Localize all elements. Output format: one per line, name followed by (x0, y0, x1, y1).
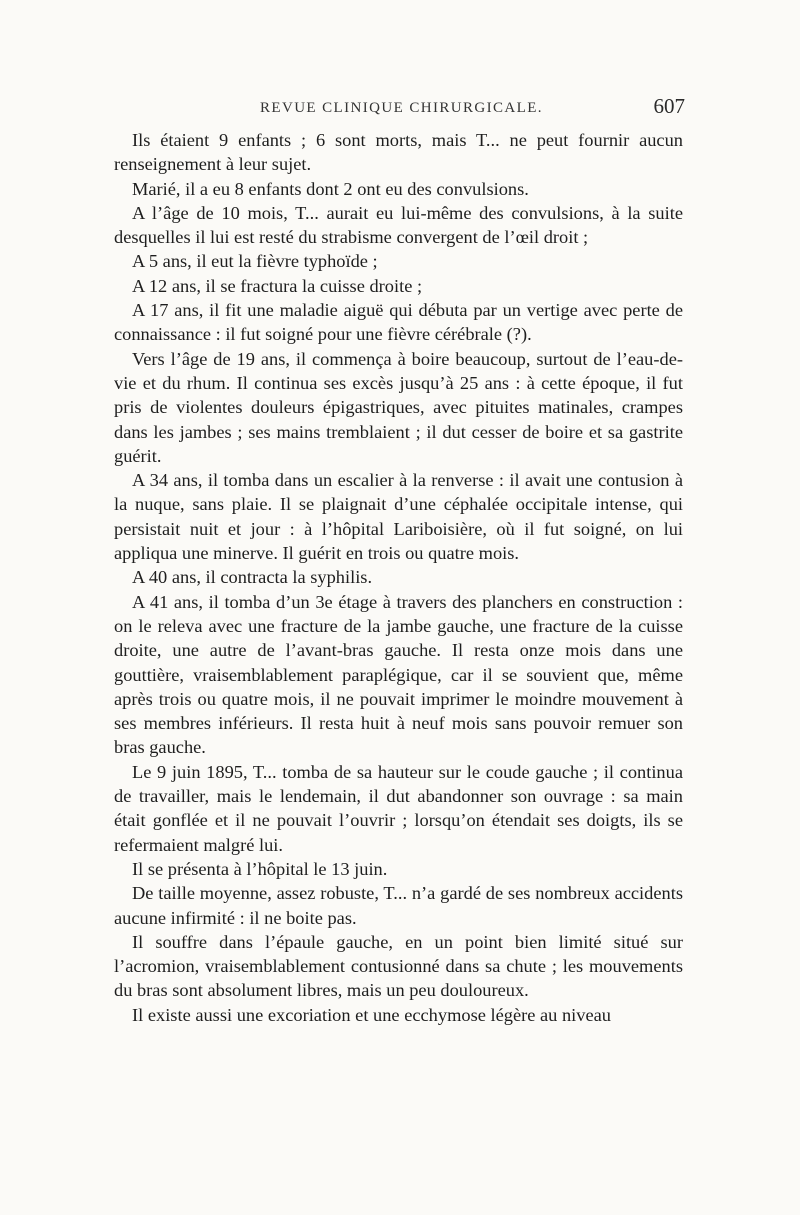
paragraph-14: Il souffre dans l’épaule gauche, en un point bien limité situé sur l’acromion, vraisemblablement contusionné dans sa chute ; les mouvements du bras sont absolument libres, mais un peu douloureux. (114, 931, 683, 1001)
paragraph-7: Vers l’âge de 19 ans, il commença à boire beaucoup, surtout de l’eau-de-vie et du rhum. Il continua ses excès jusqu’à 25 ans : à cette époque, il fut pris de violentes douleurs épigastriques, avec pituites matinales, crampes dans les jambes ; ses mains tremblaient ; il dut cesser de boire et sa gastrite guérit. (114, 348, 683, 466)
paragraph-8: A 34 ans, il tomba dans un escalier à la renverse : il avait une contusion à la nuque, sans plaie. Il se plaignait d’une céphalée occipitale intense, qui persistait nuit et jour : à l’hôpital Lariboisière, où il fut soigné, on lui appliqua une minerve. Il guérit en trois ou quatre mois. (114, 470, 683, 564)
paragraph-12: Il se présenta à l’hôpital le 13 juin. (132, 858, 388, 879)
running-head: REVUE CLINIQUE CHIRURGICALE. (260, 100, 543, 116)
body-text (114, 128, 683, 1027)
paragraph-9: A 40 ans, il contracta la syphilis. (132, 567, 373, 588)
paragraph-5: A 12 ans, il se fractura la cuisse droite ; (132, 275, 423, 296)
paragraph-4: A 5 ans, il eut la fièvre typhoïde ; (132, 251, 378, 272)
paragraph-13: De taille moyenne, assez robuste, T... n’a gardé de ses nombreux accidents aucune infirmité : il ne boite pas. (114, 883, 683, 928)
paragraph-3: A l’âge de 10 mois, T... aurait eu lui-même des convulsions, à la suite desquelles il lui est resté du strabisme convergent de l’œil droit ; (114, 202, 683, 248)
page-header (110, 94, 685, 124)
paragraph-2: Marié, il a eu 8 enfants dont 2 ont eu des convulsions. (132, 178, 529, 199)
paragraph-1: Ils étaient 9 enfants ; 6 sont morts, mais T... ne peut fournir aucun renseignement à leur sujet. (114, 130, 683, 175)
paragraph-6: A 17 ans, il fit une maladie aiguë qui débuta par un vertige avec perte de connaissance : il fut soigné pour une fièvre cérébrale (?). (114, 300, 683, 345)
paragraph-11: Le 9 juin 1895, T... tomba de sa hauteur sur le coude gauche ; il continua de travailler, mais le lendemain, il dut abandonner son ouvrage : sa main était gonflée et il ne pouvait l’ouvrir ; lorsqu’on étendait ses doigts, ils se refermaient malgré lui. (114, 761, 683, 855)
page-number: 607 (653, 94, 685, 118)
paragraph-15: Il existe aussi une excoriation et une ecchymose légère au niveau (132, 1004, 611, 1025)
paragraph-10: A 41 ans, il tomba d’un 3e étage à travers des planchers en construction : on le releva avec une fracture de la jambe gauche, une fracture de la cuisse droite, une autre de l’avant-bras gauche. Il resta onze mois dans une gouttière, vraisemblablement paraplégique, car il se souvient que, même après trois ou quatre mois, il ne pouvait imprimer le moindre mouvement à ses membres inférieurs. Il resta huit à neuf mois sans pouvoir remuer son bras gauche. (114, 591, 683, 758)
